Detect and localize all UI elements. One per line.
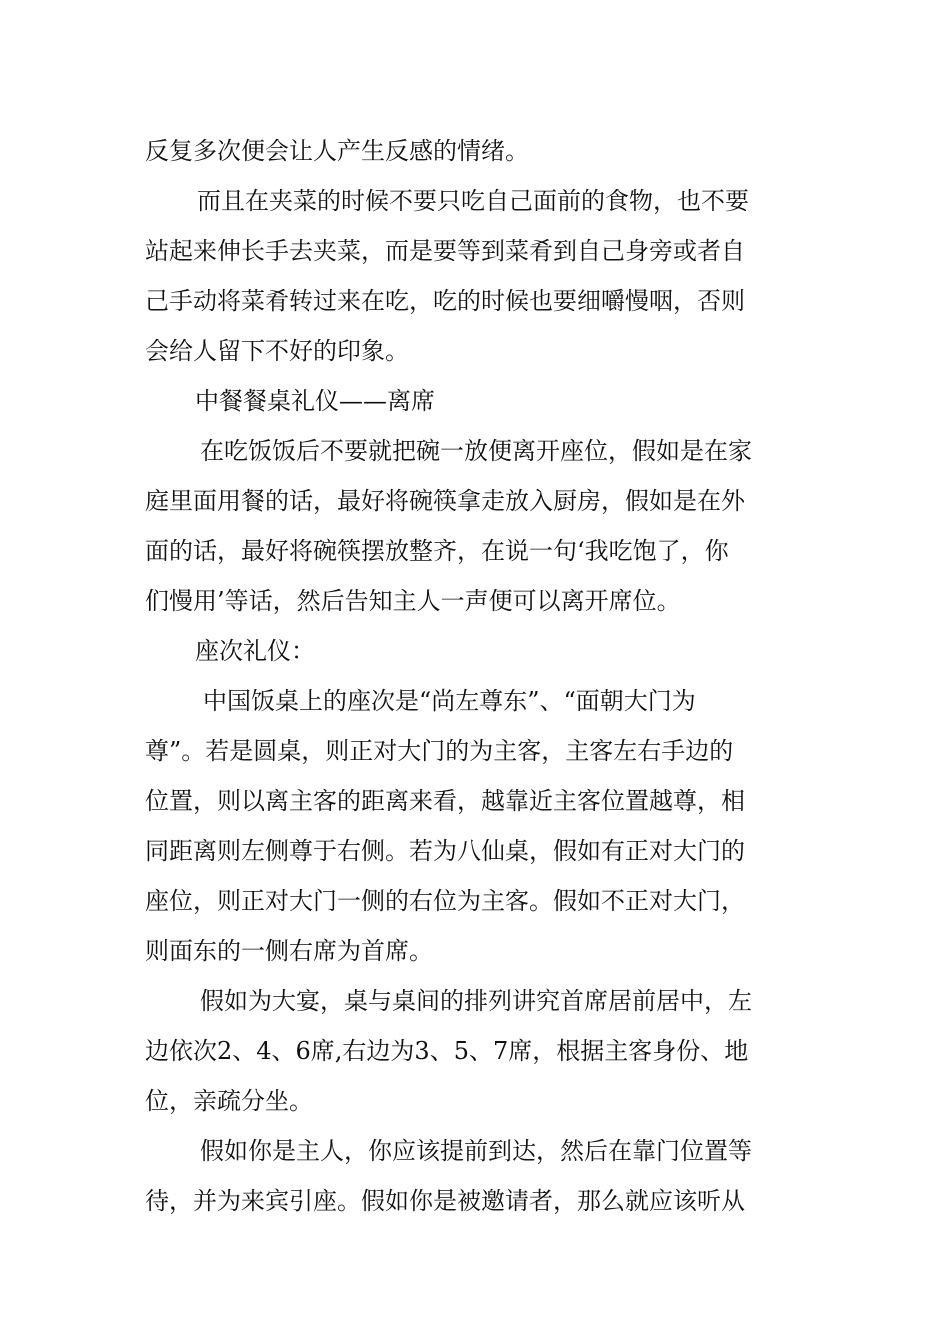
text-line: 待，并为来宾引座。假如你是被邀请者，那么就应该听从 <box>145 1187 745 1215</box>
section-heading: 中餐餐桌礼仪——离席 <box>195 387 435 415</box>
section-heading: 座次礼仪： <box>195 637 315 665</box>
text-line: 而且在夹菜的时候不要只吃自己面前的食物，也不要 <box>197 187 749 215</box>
text-line: 位置，则以离主客的距离来看，越靠近主客位置越尊，相 <box>145 787 745 815</box>
text-line: 边依次2、4、6席,右边为3、5、7席，根据主客身份、地 <box>145 1037 749 1065</box>
text-line: 座位，则正对大门一侧的右位为主客。假如不正对大门， <box>145 887 745 915</box>
text-line: 中国饭桌上的座次是“尚左尊东”、“面朝大门为 <box>203 687 696 715</box>
text-line: 面的话，最好将碗筷摆放整齐，在说一句‘我吃饱了，你 <box>145 537 729 565</box>
text-line: 们慢用’等话，然后告知主人一声便可以离开席位。 <box>145 587 681 615</box>
text-line: 在吃饭饭后不要就把碗一放便离开座位，假如是在家 <box>200 437 752 465</box>
text-line: 反复多次便会让人产生反感的情绪。 <box>145 137 529 165</box>
text-line: 位，亲疏分坐。 <box>145 1087 313 1115</box>
text-line: 尊”。若是圆桌，则正对大门的为主客，主客左右手边的 <box>145 737 734 765</box>
text-line: 庭里面用餐的话，最好将碗筷拿走放入厨房，假如是在外 <box>145 487 745 515</box>
text-line: 会给人留下不好的印象。 <box>145 337 409 365</box>
text-line: 站起来伸长手去夹菜，而是要等到菜肴到自己身旁或者自 <box>145 237 745 265</box>
text-line: 同距离则左侧尊于右侧。若为八仙桌，假如有正对大门的 <box>145 837 745 865</box>
text-line: 假如你是主人，你应该提前到达，然后在靠门位置等 <box>200 1137 752 1165</box>
text-line: 假如为大宴，桌与桌间的排列讲究首席居前居中，左 <box>200 987 752 1015</box>
text-line: 则面东的一侧右席为首席。 <box>145 937 433 965</box>
text-line: 己手动将菜肴转过来在吃，吃的时候也要细嚼慢咽，否则 <box>145 287 745 315</box>
